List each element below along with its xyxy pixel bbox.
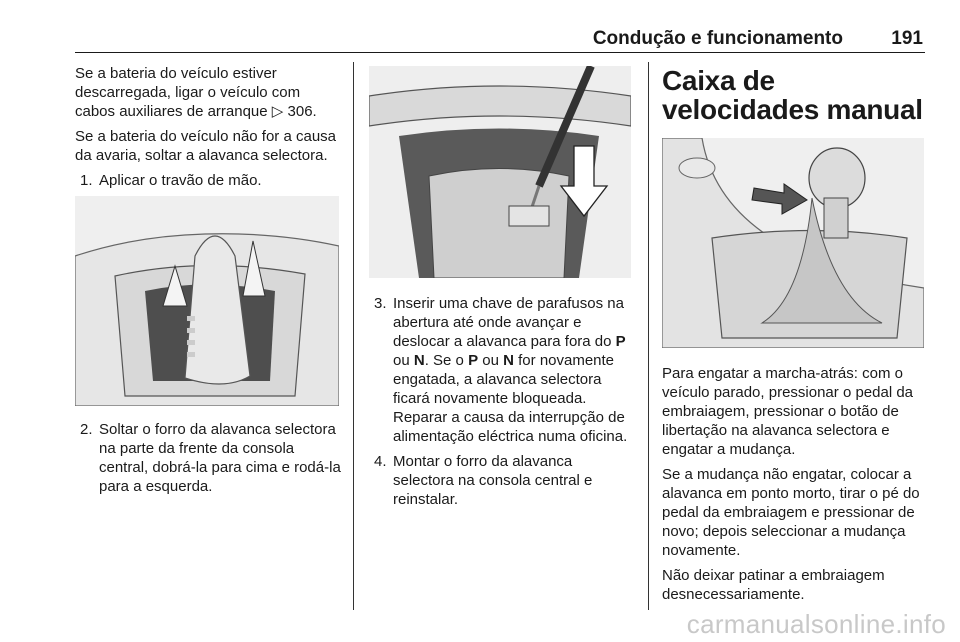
figure-screwdriver-release — [369, 66, 631, 278]
figure-automatic-selector-lever — [75, 196, 339, 406]
page-header — [75, 26, 925, 53]
section-title: Condução e funcionamento — [592, 28, 843, 49]
figure-manual-gear-lever — [662, 138, 924, 348]
list-item-step-4: 4. Montar o forro da alavanca selectora na consola central e reinstalar. — [374, 453, 593, 508]
heading-manual-gearbox: Caixa de velocidades manual — [662, 65, 923, 125]
paragraph-battery: Se a bateria do veículo estiver descarregada, ligar o veículo com cabos auxiliares de arranque ▷ 306. — [75, 65, 317, 120]
arrow-reference-icon: ▷ — [271, 103, 284, 120]
column-left — [75, 64, 343, 502]
page-number: 191 — [891, 28, 923, 49]
paragraph-clutch: Não deixar patinar a embraiagem desnecessariamente. — [662, 567, 885, 603]
list-item-step-1: 1. Aplicar o travão de mão. — [80, 172, 262, 189]
column-right — [662, 64, 927, 610]
watermark-text: carmanualsonline.info — [686, 609, 946, 639]
paragraph-gear-not-engaged: Se a mudança não engatar, colocar a alavanca em ponto morto, tirar o pé do pedal da embraiagem e pressionar de novo; depois seleccionar a mudança novamente. — [662, 466, 920, 559]
column-divider-2 — [648, 62, 649, 610]
paragraph-cause: Se a bateria do veículo não for a causa da avaria, soltar a alavanca selectora. — [75, 128, 337, 164]
page-reference-link[interactable]: 306. — [287, 103, 317, 120]
list-item-step-2: 2. Soltar o forro da alavanca selectora na parte da frente da consola central, dobrá-la para cima e rodá-la para a esquerda. — [80, 421, 341, 495]
paragraph-reverse-gear: Para engatar a marcha-atrás: com o veículo parado, pressionar o pedal da embraiagem, pressionar o botão de libertação na alavanca selectora e engatar a mudança. — [662, 365, 914, 458]
column-middle — [369, 64, 633, 515]
list-item-step-3: 3. Inserir uma chave de parafusos na abertura até onde avançar e deslocar a alavanca para fora do P ou N. Se o P ou N for novamente engatada, a alavanca selectora ficará novamente bloqueada. Reparar a causa da interrupção de alimentação eléctrica numa oficina. — [374, 295, 628, 445]
column-divider-1 — [353, 62, 354, 610]
